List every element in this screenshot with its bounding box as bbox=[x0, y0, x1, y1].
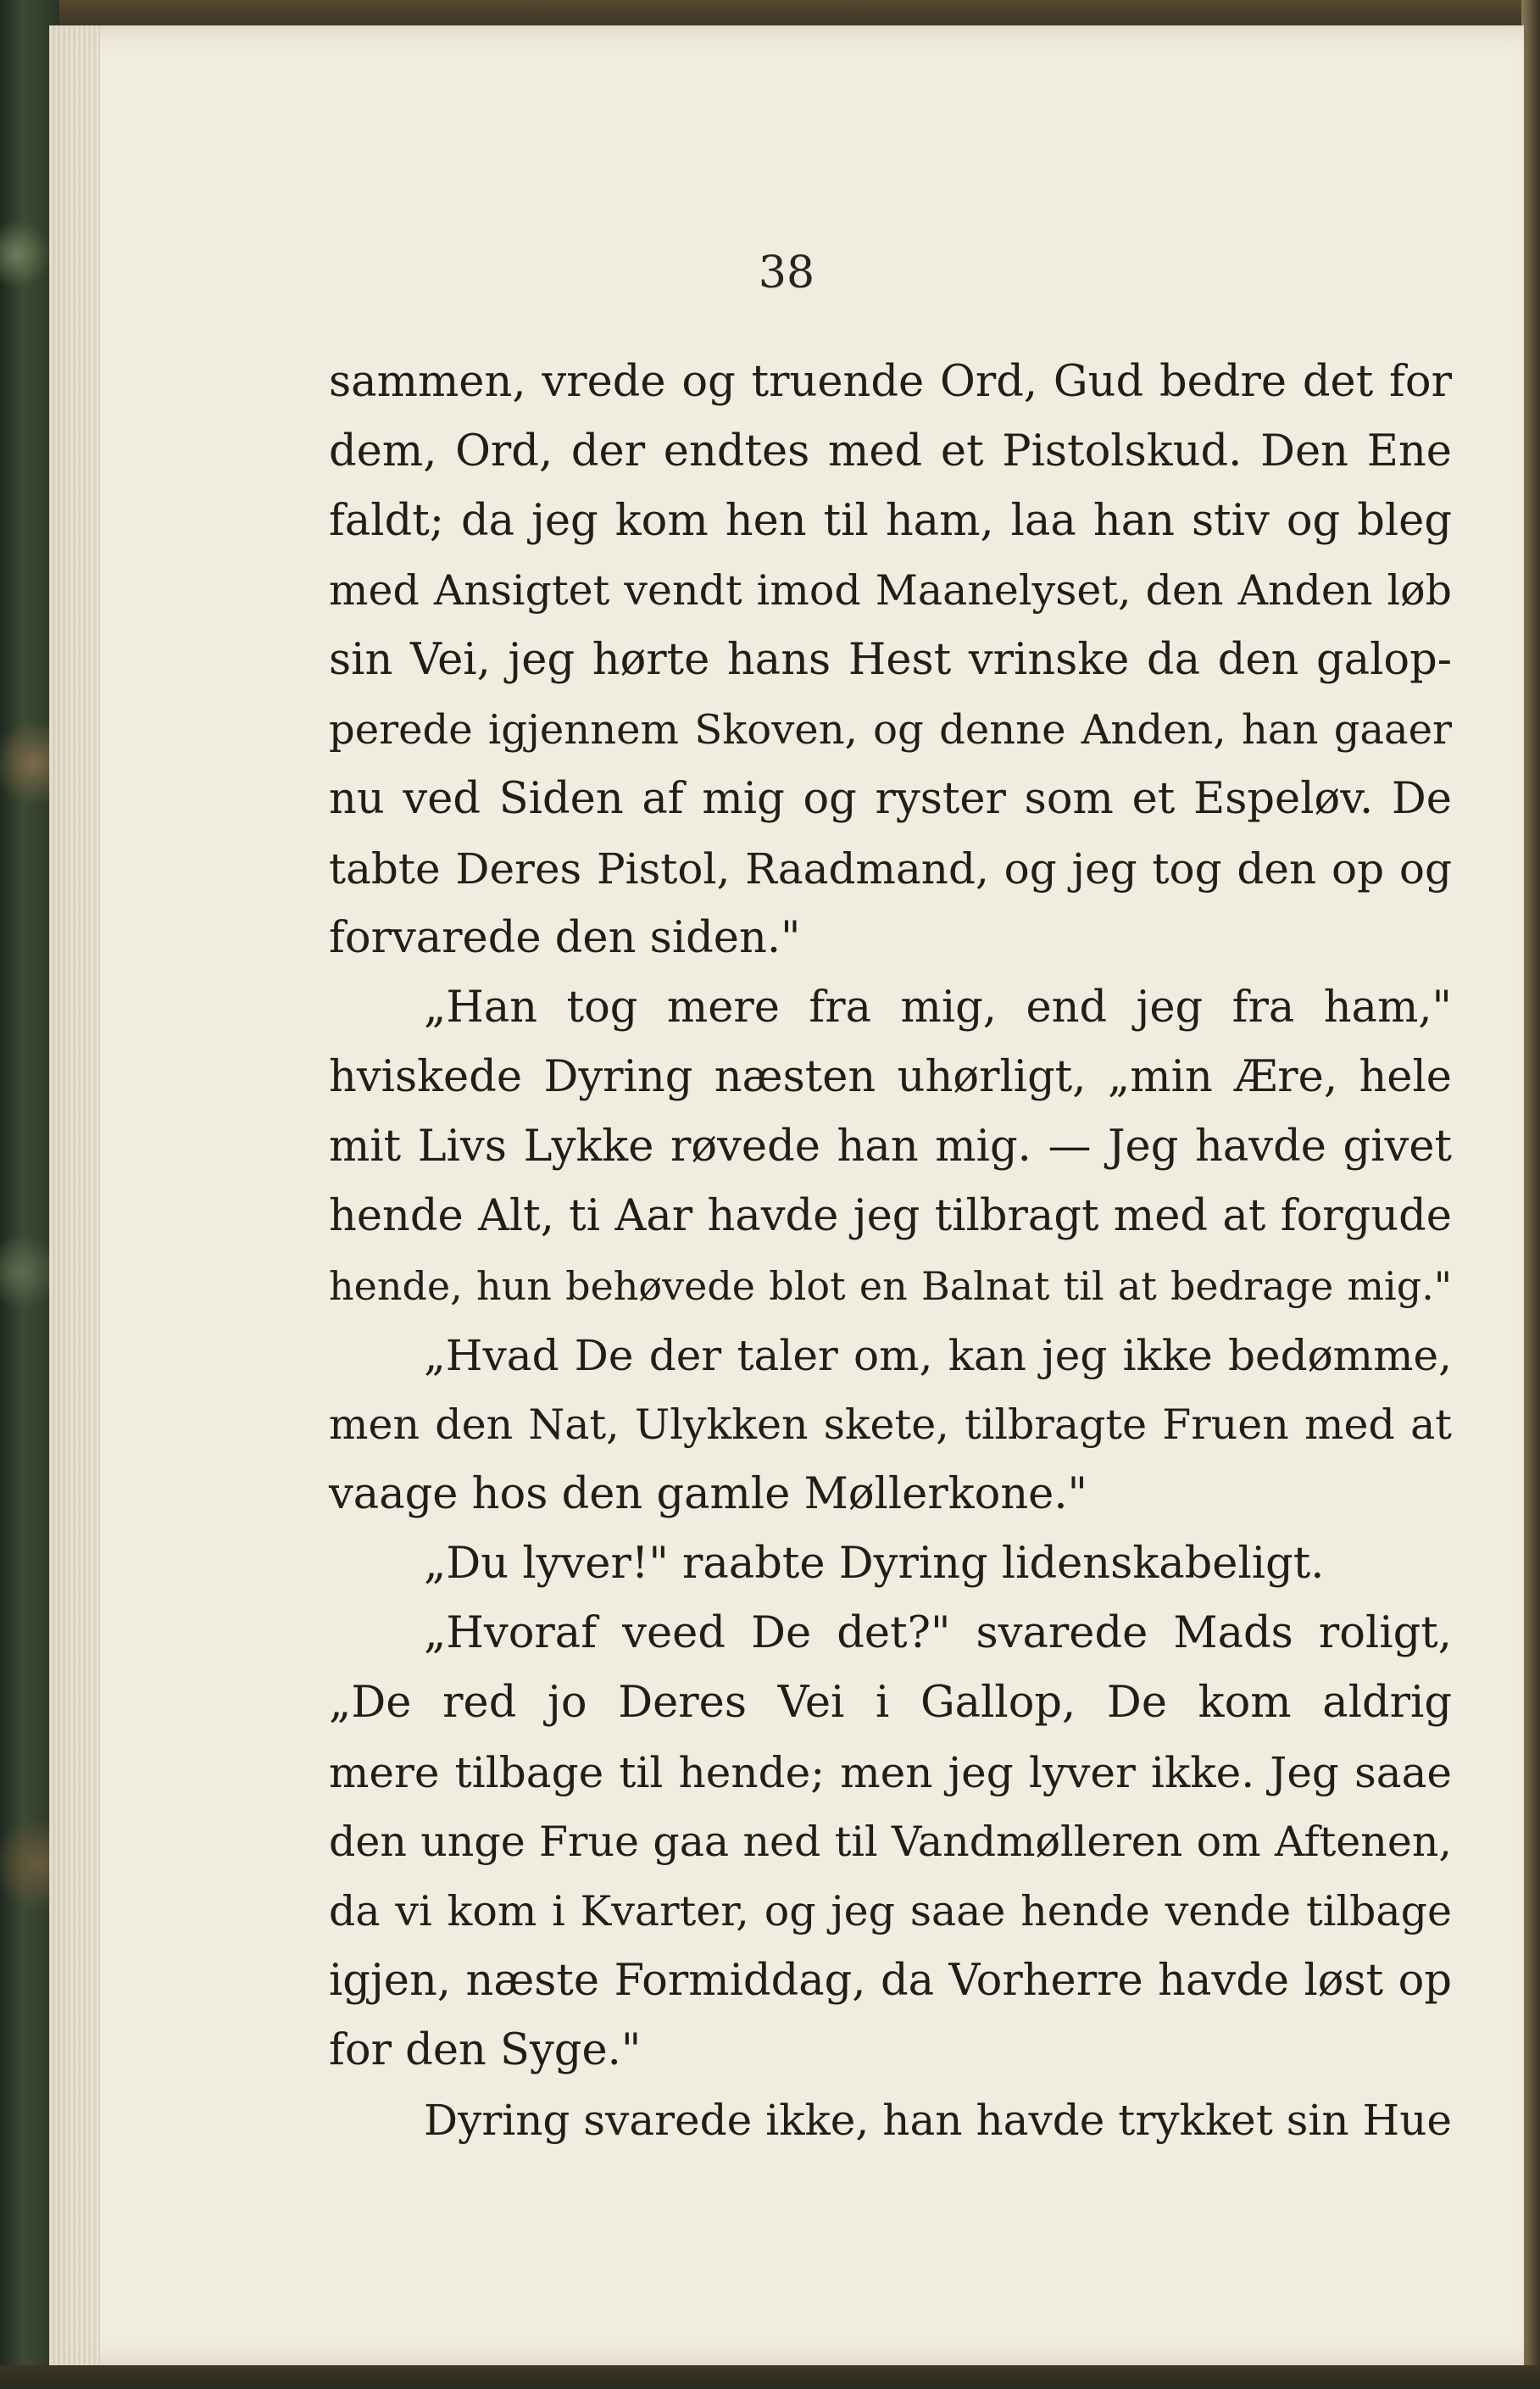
text-line: den unge Frue gaa ned til Vandmølleren om Aftenen, bbox=[329, 1818, 1452, 1866]
text-line: med Ansigtet vendt imod Maanelyset, den Anden løb bbox=[329, 566, 1452, 615]
book-cover-bottom-edge bbox=[0, 2365, 1540, 2389]
text-line: nu ved Siden af mig og ryster som et Espeløv. De bbox=[329, 774, 1452, 824]
text-line: da vi kom i Kvarter, og jeg saae hende vende tilbage bbox=[329, 1887, 1452, 1935]
text-line: perede igjennem Skoven, og denne Anden, han gaaer bbox=[329, 706, 1452, 754]
text-line: dem, Ord, der endtes med et Pistolskud. Den Ene bbox=[329, 426, 1452, 476]
text-line: forvarede den siden." bbox=[329, 913, 801, 963]
body-text bbox=[329, 348, 1452, 2155]
text-line: tabte Deres Pistol, Raadmand, og jeg tog den op og bbox=[329, 844, 1452, 894]
text-line: mit Livs Lykke røvede han mig. — Jeg havde givet bbox=[329, 1122, 1452, 1172]
text-line: igjen, næste Formiddag, da Vorherre havde løst op bbox=[329, 1956, 1452, 2006]
text-line: faldt; da jeg kom hen til ham, laa han stiv og bleg bbox=[329, 496, 1452, 546]
text-line: men den Nat, Ulykken skete, tilbragte Fruen med at bbox=[329, 1401, 1452, 1449]
text-line: „Hvad De der taler om, kan jeg ikke bedømme, bbox=[424, 1331, 1452, 1380]
text-line: hviskede Dyring næsten uhørligt, „min Ære, hele bbox=[329, 1052, 1452, 1102]
text-line: „Han tog mere fra mig, end jeg fra ham," bbox=[424, 983, 1452, 1033]
page-number: 38 bbox=[758, 248, 815, 298]
text-line: mere tilbage til hende; men jeg lyver ikke. Jeg saae bbox=[329, 1748, 1452, 1797]
book-cover-top-edge bbox=[0, 0, 1540, 25]
text-line: hende, hun behøvede blot en Balnat til at bedrage mig." bbox=[329, 1263, 1452, 1309]
text-line: for den Syge." bbox=[329, 2025, 642, 2075]
book-page bbox=[49, 25, 1524, 2365]
text-line: Dyring svarede ikke, han havde trykket sin Hue bbox=[424, 2096, 1452, 2145]
text-line: sammen, vrede og truende Ord, Gud bedre det for bbox=[329, 357, 1452, 407]
text-line: „De red jo Deres Vei i Gallop, De kom aldrig bbox=[329, 1678, 1452, 1728]
text-line: vaage hos den gamle Møllerkone." bbox=[329, 1469, 1088, 1519]
text-line: „Du lyver!" raabte Dyring lidenskabeligt. bbox=[424, 1539, 1325, 1589]
text-line: „Hvoraf veed De det?" svarede Mads roligt, bbox=[424, 1608, 1452, 1658]
text-line: hende Alt, ti Aar havde jeg tilbragt med at forgude bbox=[329, 1191, 1452, 1241]
text-line: sin Vei, jeg hørte hans Hest vrinske da den galop- bbox=[329, 635, 1452, 685]
page-leaf-edge bbox=[49, 25, 100, 2365]
book-cover-right-edge bbox=[1521, 0, 1540, 2389]
